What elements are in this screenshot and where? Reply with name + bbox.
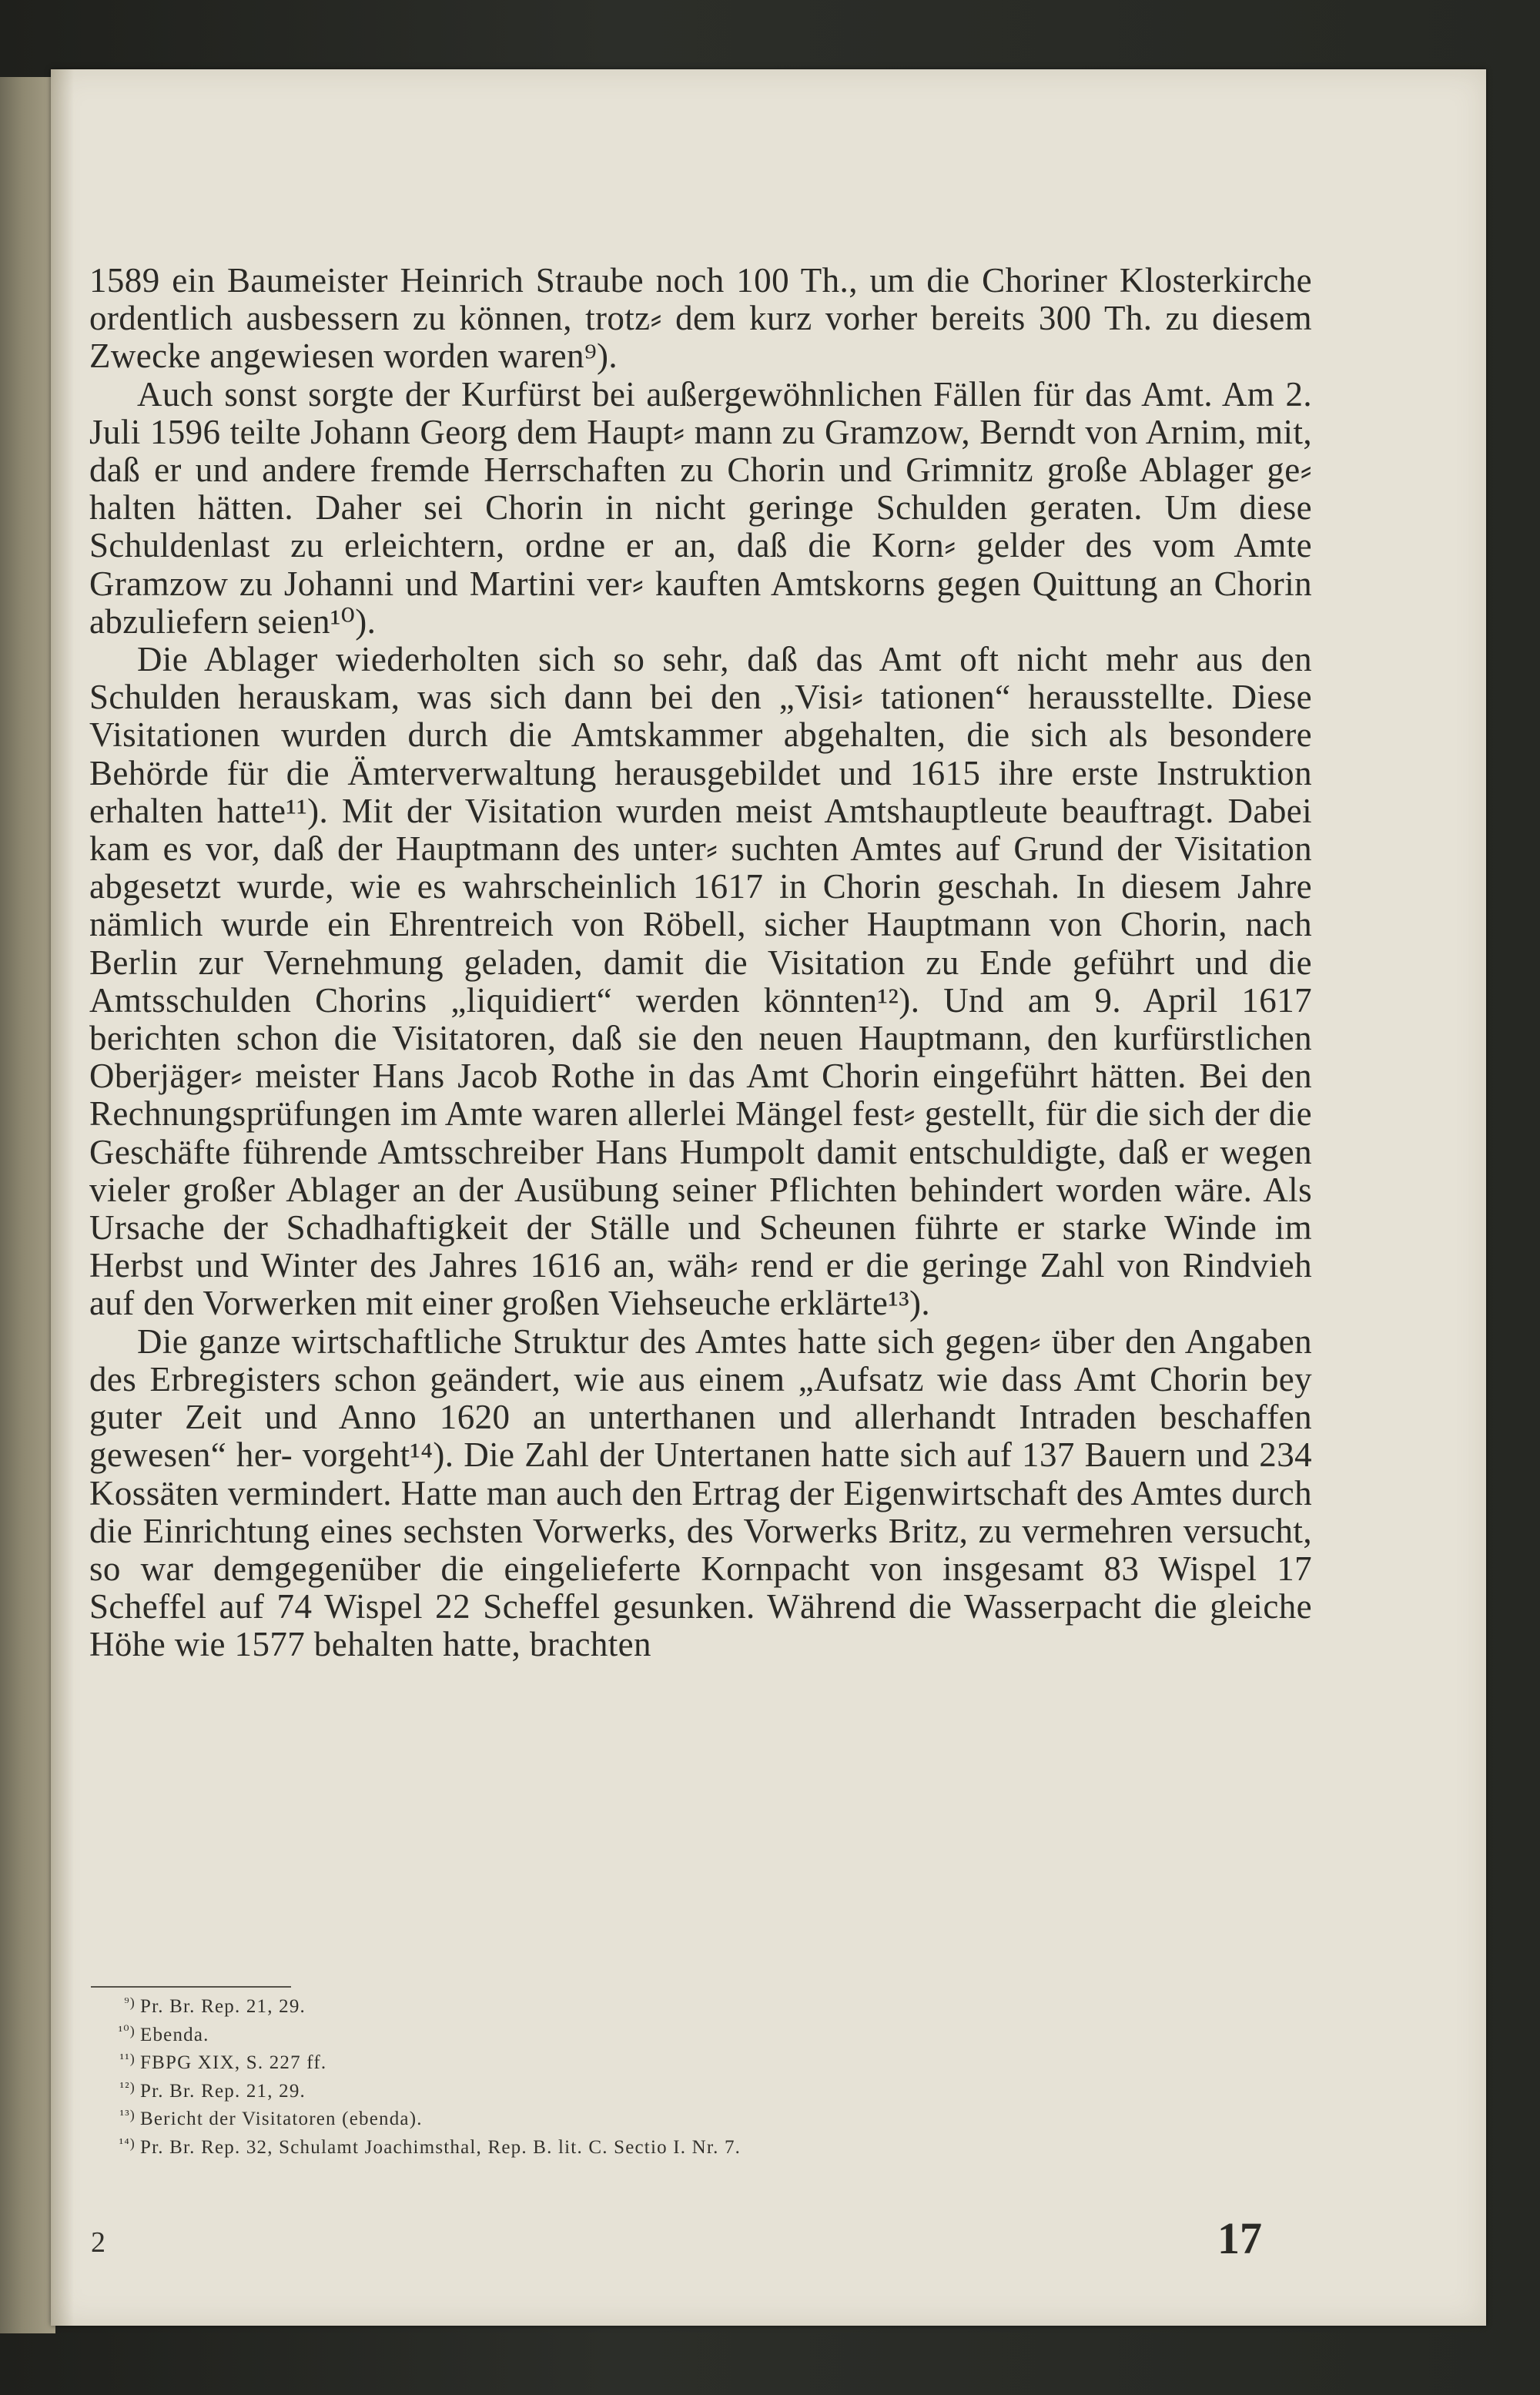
footnote-text: Ebenda. bbox=[140, 2024, 209, 2045]
footnote-12 bbox=[95, 2075, 1327, 2104]
page-number: 17 bbox=[1217, 2213, 1262, 2263]
footnote-divider bbox=[91, 1986, 291, 1988]
footnotes bbox=[95, 1991, 1327, 2159]
footnote-marker: ¹²) bbox=[119, 2078, 136, 2095]
body-text bbox=[89, 262, 1312, 1664]
book-page bbox=[51, 69, 1486, 2326]
footnote-text: FBPG XIX, S. 227 ff. bbox=[140, 2052, 327, 2073]
paragraph-1: 1589 ein Baumeister Heinrich Straube noch 100 Th., um die Choriner Klosterkirche ordentlich ausbessern zu können, trotz⸗ dem kurz vorher bereits 300 Th. zu diesem Zwecke angewiesen worden waren⁹). bbox=[89, 261, 1312, 376]
footnote-marker: ¹³) bbox=[119, 2107, 136, 2122]
paragraph-4: Die ganze wirtschaftliche Struktur des Amtes hatte sich gegen⸗ über den Angaben des Erbregisters schon geändert, wie aus einem „Aufsatz wie dass Amt Chorin bey guter Zeit und Anno 1620 an unterthanen und allerhandt Intraden beschaffen gewesen“ her- vorgeht¹⁴). Die Zahl der Untertanen hatte sich auf 137 Bauern und 234 Kossäten vermindert. Hatte man auch den Ertrag der Eigenwirtschaft des Amtes durch die Einrichtung eines sechsten Vorwerks, des Vorwerks Britz, zu vermehren versucht, so war demgegenüber die eingelieferte Kornpacht von insgesamt 83 Wispel 17 Scheffel auf 74 Wispel 22 Scheffel gesunken. Während die Wasserpacht die gleiche Höhe wie 1577 behalten hatte, brachten bbox=[89, 1321, 1312, 1664]
footnote-marker: ¹¹) bbox=[119, 2051, 136, 2066]
footnote-11 bbox=[95, 2047, 1327, 2075]
footnote-10 bbox=[95, 2019, 1327, 2048]
footnote-13 bbox=[95, 2103, 1327, 2132]
page-gutter-shadow bbox=[51, 69, 74, 2326]
paragraph-2: Auch sonst sorgte der Kurfürst bei außergewöhnlichen Fällen für das Amt. Am 2. Juli 1596 teilte Johann Georg dem Haupt⸗ mann zu Gramzow, Berndt von Arnim, mit, daß er und andere fremde Herrschaften zu Chorin und Grimnitz große Ablager ge⸗ halten hätten. Daher sei Chorin in nicht geringe Schulden geraten. Um diese Schuldenlast zu erleichtern, ordne er an, daß die Korn⸗ gelder des vom Amte Gramzow zu Johanni und Martini ver⸗ kauften Amtskorns gegen Quittung an Chorin abzuliefern seien¹⁰). bbox=[89, 374, 1312, 641]
left-page-edge bbox=[0, 77, 55, 2333]
footnote-marker: ¹⁰) bbox=[118, 2022, 136, 2038]
footnote-text: Pr. Br. Rep. 32, Schulamt Joachimsthal, Rep. B. lit. C. Sectio I. Nr. 7. bbox=[140, 2136, 742, 2158]
footnote-marker: ⁹) bbox=[124, 1995, 136, 2010]
footnote-marker: ¹⁴) bbox=[119, 2135, 136, 2151]
printer-signature-mark: 2 bbox=[91, 2226, 105, 2259]
footnote-9 bbox=[95, 1991, 1327, 2019]
footnote-text: Pr. Br. Rep. 21, 29. bbox=[140, 2080, 306, 2102]
footnote-text: Pr. Br. Rep. 21, 29. bbox=[140, 1996, 306, 2017]
paragraph-3: Die Ablager wiederholten sich so sehr, daß das Amt oft nicht mehr aus den Schulden herauskam, was sich dann bei den „Visi⸗ tationen“ herausstellte. Diese Visitationen wurden durch die Amtskammer abgehalten, die sich als besondere Behörde für die Ämterverwaltung herausgebildet und 1615 ihre erste Instruktion erhalten hatte¹¹). Mit der Visitation wurden meist Amtshauptleute beauftragt. Dabei kam es vor, daß der Hauptmann des unter⸗ suchten Amtes auf Grund der Visitation abgesetzt wurde, wie es wahrscheinlich 1617 in Chorin geschah. In diesem Jahre nämlich wurde ein Ehrentreich von Röbell, sicher Hauptmann von Chorin, nach Berlin zur Vernehmung geladen, damit die Visitation zu Ende geführt und die Amtsschulden Chorins „liquidiert“ werden könnten¹²). Und am 9. April 1617 berichten schon die Visitatoren, daß sie den neuen Hauptmann, den kurfürstlichen Oberjäger⸗ meister Hans Jacob Rothe in das Amt Chorin eingeführt hätten. Bei den Rechnungsprüfungen im Amte waren allerlei Mängel fest⸗ gestellt, für die sich der die Geschäfte führende Amtsschreiber Hans Humpolt damit entschuldigte, daß er wegen vieler großer Ablager an der Ausübung seiner Pflichten behindert worden wäre. Als Ursache der Schadhaftigkeit der Ställe und Scheunen führte er starke Winde im Herbst und Winter des Jahres 1616 an, wäh⸗ rend er die geringe Zahl von Rindvieh auf den Vorwerken mit einer großen Viehseuche erklärte¹³). bbox=[89, 640, 1312, 1323]
footnote-14 bbox=[95, 2132, 1327, 2160]
footnote-text: Bericht der Visitatoren (ebenda). bbox=[140, 2109, 423, 2129]
